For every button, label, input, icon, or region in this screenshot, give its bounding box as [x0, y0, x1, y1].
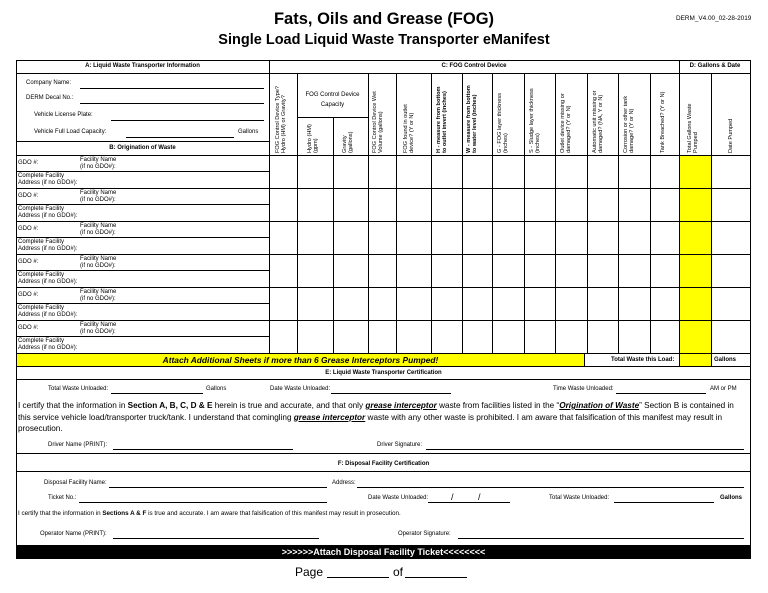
gdo-label: GDO #: — [18, 160, 39, 166]
full-load-label: Vehicle Full Load Capacity: — [34, 129, 107, 135]
gdo-label: GDO #: — [18, 292, 39, 298]
col-date-pumped: Date Pumped — [728, 118, 734, 153]
total-load-field[interactable] — [680, 354, 711, 366]
attach-notice: Attach Additional Sheets if more than 6 Grease Interceptors Pumped! — [162, 355, 439, 365]
col-corrosion: Corrosion or other tank damage? (Y or N) — [623, 95, 636, 153]
full-load-field[interactable] — [126, 137, 234, 138]
page-total-field[interactable] — [405, 577, 467, 578]
col-h-measure: H - measure from bottom to outlet invert (inches) — [436, 86, 449, 153]
operator-name-field[interactable] — [113, 538, 319, 539]
section-e-heading: E: Liquid Waste Transporter Certification — [325, 370, 442, 376]
operator-signature-label: Operator Signature: — [398, 531, 451, 537]
address-label: Complete Facility Address (if no GDO#): — [18, 173, 78, 186]
address-label: Complete Facility Address (if no GDO#): — [18, 305, 78, 318]
time-unloaded-field[interactable] — [616, 393, 706, 394]
driver-name-field[interactable] — [113, 449, 293, 450]
driver-name-label: Driver Name (PRINT): — [48, 442, 108, 448]
time-unloaded-label: Time Waste Unloaded: — [553, 386, 614, 392]
page-label: Page — [295, 565, 324, 579]
date-unloaded-label: Date Waste Unloaded: — [270, 386, 331, 392]
gdo-label: GDO #: — [18, 325, 39, 331]
facility-name-label: Facility Name (if no GDO#): — [80, 322, 117, 335]
col-fog-outlet: FOG found in outlet device? (Y or N) — [403, 104, 416, 153]
full-load-unit: Gallons — [238, 129, 259, 135]
section-d-heading: D: Gallons & Date — [689, 63, 741, 69]
ticket-field[interactable] — [79, 502, 327, 503]
form-title: Fats, Oils and Grease (FOG) — [273, 10, 495, 28]
col-g-fog-layer: G - FOG layer thickness (inches) — [497, 93, 510, 153]
f-date-unloaded-field[interactable] — [428, 502, 510, 503]
facility-name-label: Facility Name (if no GDO#): — [80, 256, 117, 269]
ticket-label: Ticket No.: — [48, 495, 77, 501]
f-total-unloaded-field[interactable] — [614, 502, 714, 503]
derm-decal-field[interactable] — [80, 103, 264, 104]
driver-signature-label: Driver Signature: — [377, 442, 423, 448]
company-name-label: Company Name: — [26, 80, 72, 86]
total-load-unit: Gallons — [714, 357, 737, 363]
page-of-label: of — [393, 565, 404, 579]
page-number-field[interactable] — [327, 577, 389, 578]
section-c-heading: C: FOG Control Device — [441, 63, 507, 69]
section-a-heading: A: Liquid Waste Transporter Information — [85, 63, 200, 69]
col-hydro: Hydro (HM) (gpm) — [307, 124, 320, 153]
f-date-unloaded-label: Date Waste Unloaded: — [368, 495, 429, 501]
col-s-sludge-layer: S - Sludge layer thickness (inches) — [529, 88, 542, 153]
company-name-field[interactable] — [80, 88, 264, 89]
col-gravity: Gravity (gallons) — [342, 131, 355, 153]
driver-signature-field[interactable] — [426, 449, 744, 450]
col-wet-volume: FOG Control Device Wet Volume (gallons) — [372, 91, 385, 153]
col-auto-unit: Automatic unit missing or damaged? (NA, Y or N) — [592, 90, 605, 153]
f-total-unloaded-unit: Gallons — [720, 495, 743, 501]
date-slash-2: / — [478, 492, 481, 502]
col-w-measure: W - measure from bottom to water level (inches) — [466, 85, 479, 153]
form-id: DERM_V4.00_02-28-2019 — [676, 15, 752, 22]
facility-name-label: Facility Name (if no GDO#): — [80, 289, 117, 302]
disposal-certification-text: I certify that the information in Sections A & F is true and accurate. I am aware that falsification of this manifest may result in prosecution. — [18, 510, 401, 517]
license-plate-field[interactable] — [111, 120, 264, 121]
section-f-heading: F: Disposal Facility Certification — [337, 461, 430, 467]
total-unloaded-label: Total Waste Unloaded: — [48, 386, 109, 392]
derm-decal-label: DERM Decal No.: — [26, 95, 74, 101]
address-label: Complete Facility Address (if no GDO#): — [18, 338, 78, 351]
section-b-heading: B: Origination of Waste — [109, 145, 176, 151]
col-tank-breached: Tank Breached? (Y or N) — [660, 91, 666, 153]
date-slash-1: / — [451, 492, 454, 502]
col-total-gallons: Total Gallons Waste Pumped — [687, 103, 700, 153]
f-total-unloaded-label: Total Waste Unloaded: — [549, 495, 610, 501]
total-load-label: Total Waste this Load: — [611, 357, 675, 363]
col-capacity: FOG Control Device Capacity — [305, 92, 360, 108]
date-unloaded-field[interactable] — [331, 393, 451, 394]
disposal-address-label: Address: — [332, 480, 356, 486]
total-unloaded-unit: Gallons — [206, 386, 227, 392]
transporter-certification-text: I certify that the information in Section A, B, C, D & E herein is true and accurate, and that only grease interceptor waste from facilities listed in the “Origination of Waste” Section B is contained in this service vehicle load/transporter truck/tank. I understand that comingling grease interceptor waste with any other waste is prohibited. I am aware that falsification of this manifest may result in prosecution. — [18, 401, 734, 433]
gdo-label: GDO #: — [18, 226, 39, 232]
am-pm-label: AM or PM — [710, 386, 737, 392]
disposal-facility-field[interactable] — [109, 487, 327, 488]
disposal-facility-label: Disposal Facility Name: — [44, 480, 107, 486]
col-device-type: FOG Control Device Type? Hydro (HM) or Gravity? — [275, 85, 288, 153]
facility-name-label: Facility Name (if no GDO#): — [80, 223, 117, 236]
address-label: Complete Facility Address (if no GDO#): — [18, 239, 78, 252]
facility-name-label: Facility Name (if no GDO#): — [80, 157, 117, 170]
attach-ticket-bar: >>>>>>Attach Disposal Facility Ticket<<<<<<<< — [16, 546, 751, 559]
operator-name-label: Operator Name (PRINT): — [40, 531, 107, 537]
gdo-label: GDO #: — [18, 193, 39, 199]
col-outlet-missing: Outlet device missing or damaged? (Y or N) — [560, 93, 573, 153]
operator-signature-field[interactable] — [458, 538, 744, 539]
facility-name-label: Facility Name (if no GDO#): — [80, 190, 117, 203]
address-label: Complete Facility Address (if no GDO#): — [18, 206, 78, 219]
gdo-label: GDO #: — [18, 259, 39, 265]
address-label: Complete Facility Address (if no GDO#): — [18, 272, 78, 285]
total-unloaded-field[interactable] — [111, 393, 203, 394]
license-plate-label: Vehicle License Plate: — [34, 112, 93, 118]
form-subtitle: Single Load Liquid Waste Transporter eManifest — [218, 32, 550, 48]
disposal-address-field[interactable] — [357, 487, 744, 488]
